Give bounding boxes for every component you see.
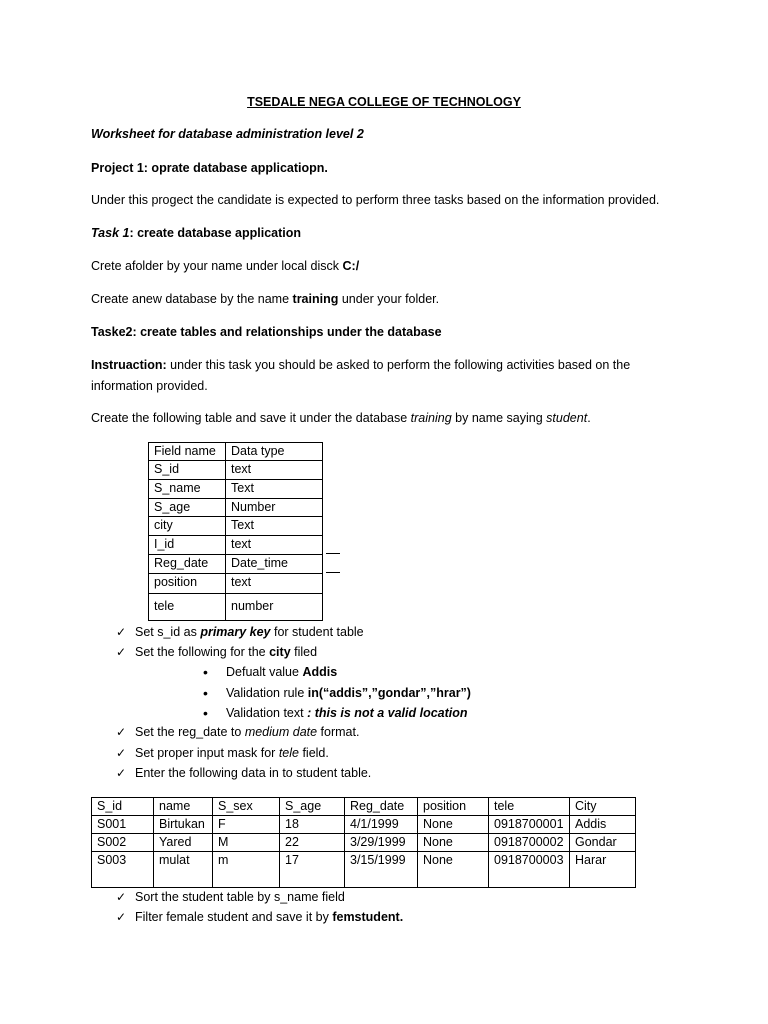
table-cell: None [418,816,489,834]
worksheet-heading: Worksheet for database administration level 2 [91,127,364,141]
instruction-paragraph [91,355,671,397]
c3-em: medium date [244,725,318,739]
table-cell: text [226,574,323,594]
table-cell: 3/15/1999 [345,852,418,888]
header-cell: name [154,798,213,816]
table-row [92,852,636,888]
c2-pre: Set the following for the [135,645,270,659]
table-cell: Gondar [570,834,636,852]
c1-pre: Set s_id as [135,625,201,639]
table-cell: I_id [149,536,226,555]
table-cell: Birtukan [154,816,213,834]
table-line-stub [326,572,340,573]
header-cell: tele [489,798,570,816]
header-cell: Reg_date [345,798,418,816]
checkmark-icon: ✓ [116,746,127,760]
table-row [149,574,323,594]
c7-bold: femstudent. [332,910,404,924]
bullet-icon: • [203,685,208,701]
c4-em: tele [278,746,299,760]
table-cell: Text [226,480,323,499]
drive-path: C:/ [342,259,360,273]
create-db-line [91,292,439,306]
create-db-text: Create anew database by the name [91,292,293,306]
c1-em: primary key [200,625,271,639]
checklist-text [135,625,364,639]
table-cell: 18 [280,816,345,834]
table-cell: 22 [280,834,345,852]
create-db-post: under your folder. [338,292,440,306]
table-cell: Yared [154,834,213,852]
b2-pre: Validation rule [226,686,308,700]
create-table-name: student [546,411,588,425]
student-data-table [91,797,636,888]
table-row [149,536,323,555]
instruction-text: under this task you should be asked to perform the following activities based on the information provided. [91,358,631,393]
b2-bold: in(“addis”,”gondar”,”hrar”) [307,686,471,700]
table-cell: F [213,816,280,834]
c2-bold: city [269,645,291,659]
c7-pre: Filter female student and save it by [135,910,333,924]
bullet-text [226,665,337,679]
c3-post: format. [317,725,360,739]
task2-heading: Taske2: create tables and relationships under the database [91,325,442,339]
checklist-text [135,910,403,924]
table-cell: Number [226,499,323,517]
table-cell: city [149,517,226,536]
header-cell: S_age [280,798,345,816]
bullet-icon: • [203,705,208,721]
table-cell: m [213,852,280,888]
b1-bold: Addis [302,665,338,679]
data-table-header [92,798,636,816]
header-cell: S_id [92,798,154,816]
b3-pre: Validation text [226,706,308,720]
table-cell: text [226,536,323,555]
table-cell: 0918700003 [489,852,570,888]
table-cell: Date_time [226,555,323,574]
document-title: TSEDALE NEGA COLLEGE OF TECHNOLOGY [247,95,521,109]
table-cell: Text [226,517,323,536]
c4-post: field. [298,746,329,760]
crete-folder-text: Crete afolder by your name under local disck [91,259,343,273]
header-cell: Field name [149,443,226,461]
table-cell: text [226,461,323,480]
c3-pre: Set the reg_date to [135,725,245,739]
checklist-text [135,725,359,739]
intro-text: Under this progect the candidate is expected to perform three tasks based on the information provided. [91,193,660,207]
checkmark-icon: ✓ [116,725,127,739]
table-cell: S_name [149,480,226,499]
checkmark-icon: ✓ [116,890,127,904]
table-cell: None [418,852,489,888]
table-cell: Harar [570,852,636,888]
checklist-text [135,645,317,659]
table-cell: 4/1/1999 [345,816,418,834]
db-name: training [292,292,339,306]
table-cell: 3/29/1999 [345,834,418,852]
table-cell: S003 [92,852,154,888]
field-table-header [149,443,323,461]
header-cell: position [418,798,489,816]
table-cell: Reg_date [149,555,226,574]
checklist-text: Enter the following data in to student table. [135,766,372,780]
table-line-stub [326,553,340,554]
table-cell: 0918700002 [489,834,570,852]
table-cell: tele [149,594,226,621]
table-cell: S_id [149,461,226,480]
table-cell: 0918700001 [489,816,570,834]
table-cell: S_age [149,499,226,517]
checklist-text [135,746,329,760]
checklist-text: Sort the student table by s_name field [135,890,345,904]
crete-folder-line [91,259,359,273]
table-row [149,480,323,499]
table-cell: number [226,594,323,621]
table-cell: 17 [280,852,345,888]
project-heading: Project 1: oprate database applicatiopn. [91,161,328,175]
table-cell: S001 [92,816,154,834]
table-cell: S002 [92,834,154,852]
table-row [149,594,323,621]
c2-post: filed [290,645,318,659]
header-cell: City [570,798,636,816]
task1-line [91,226,301,240]
create-table-db: training [410,411,452,425]
table-cell: position [149,574,226,594]
field-table [148,442,323,621]
checkmark-icon: ✓ [116,625,127,639]
task1-label: Task 1 [91,226,130,240]
table-cell: M [213,834,280,852]
table-row [92,834,636,852]
table-row [149,517,323,536]
create-table-post: . [587,411,591,425]
b3-em: : this is not a valid location [307,706,468,720]
create-table-line [91,411,591,425]
bullet-icon: • [203,664,208,680]
table-row [92,816,636,834]
checkmark-icon: ✓ [116,910,127,924]
table-cell: None [418,834,489,852]
header-cell: Data type [226,443,323,461]
table-row [149,499,323,517]
checkmark-icon: ✓ [116,645,127,659]
create-table-mid: by name saying [451,411,547,425]
header-cell: S_sex [213,798,280,816]
bullet-text [226,706,468,720]
bullet-text [226,686,471,700]
c1-post: for student table [270,625,364,639]
task1-text: : create database application [129,226,302,240]
table-row [149,555,323,574]
instruction-label: Instruaction: [91,358,167,372]
table-cell: Addis [570,816,636,834]
checkmark-icon: ✓ [116,766,127,780]
table-row [149,461,323,480]
table-cell: mulat [154,852,213,888]
create-table-text: Create the following table and save it under the database [91,411,411,425]
c4-pre: Set proper input mask for [135,746,279,760]
b1-pre: Defualt value [226,665,303,679]
